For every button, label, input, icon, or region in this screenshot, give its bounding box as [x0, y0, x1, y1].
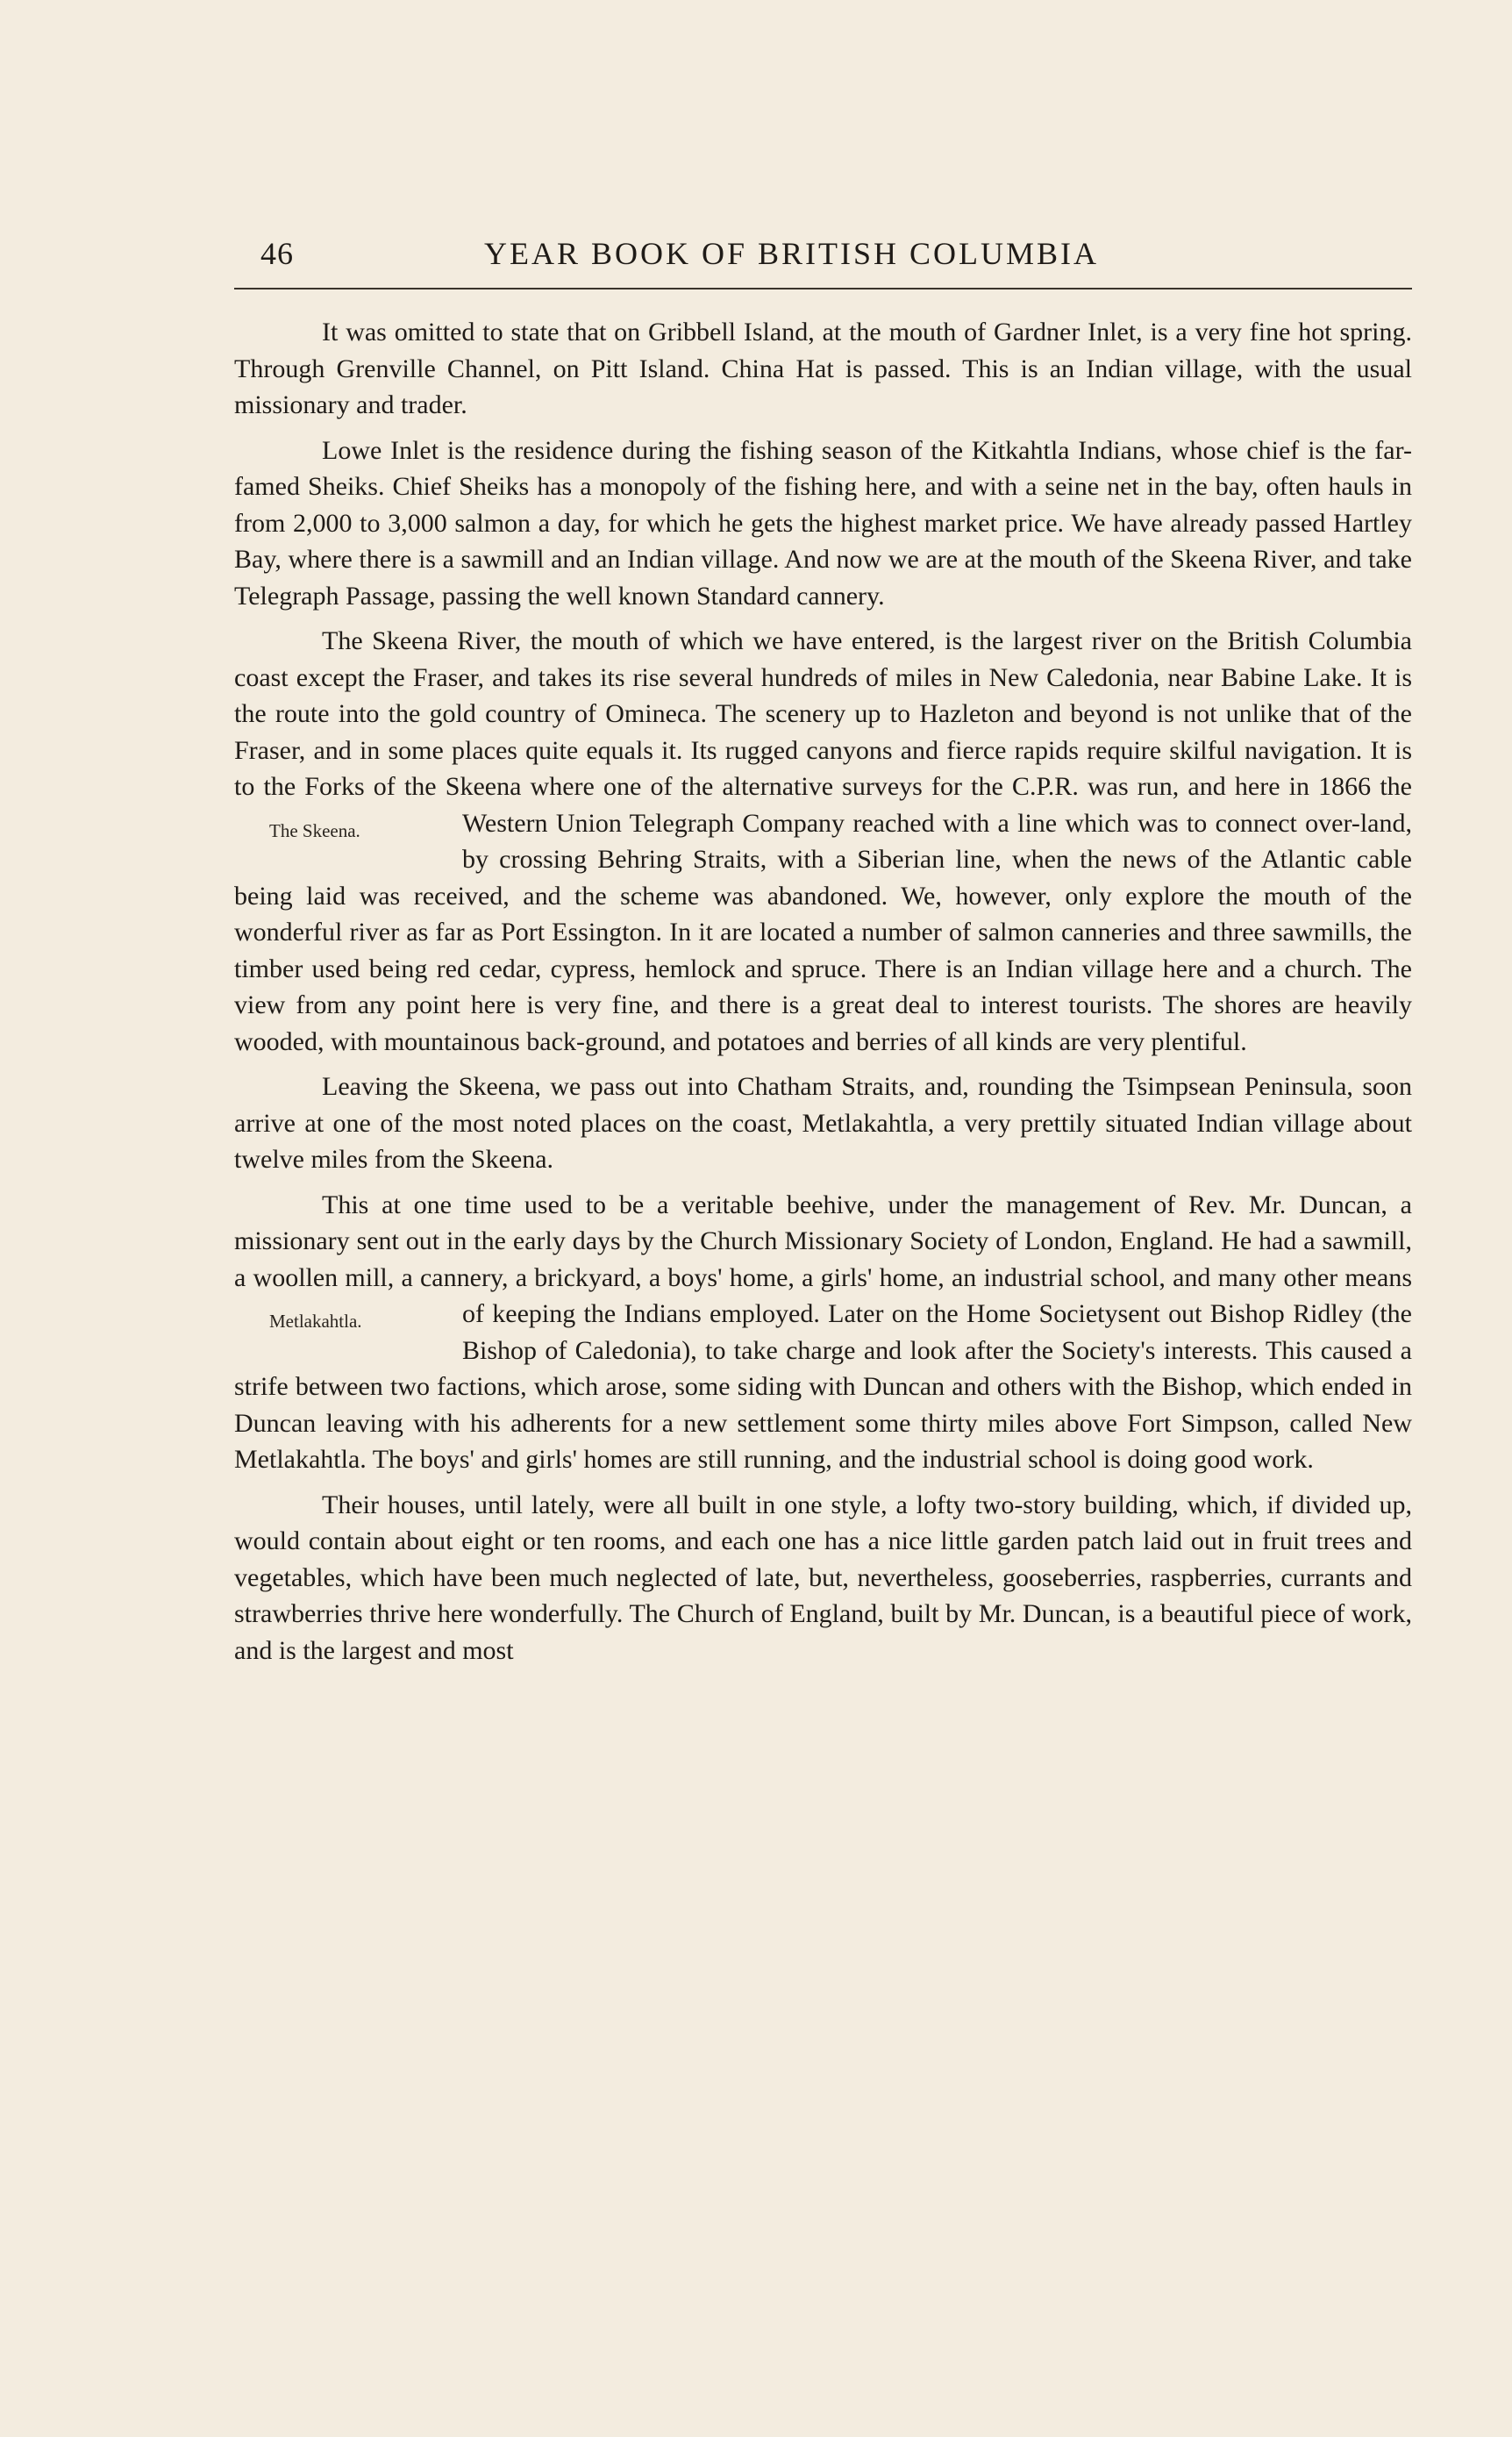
- paragraph-beehive-part-2: sent out Bishop Ridley (the Bishop of Caledonia), to take charge and look after the Society's interests. This caused a strife between two factions, which arose, some siding with Duncan and others with the Bishop, which ended in Duncan leaving with his adherents for a new settlement some thirty miles above Fort Simpson, called New Metlakahtla. The boys' and girls' homes are still running, and the industrial school is doing good work.: [234, 1299, 1412, 1474]
- paragraph-skeena-river-part-1: The Skeena River, the mouth of which we have entered, is the largest river on the British Columbia coast except the Fraser, and takes its rise several hundreds of miles in New Caledonia, near Babine Lake. It is the route into the gold country of Omineca. The scenery up to Hazleton and beyond is not unlike that of the Fraser, and in some places quite equals it. Its rugged canyons and fierce rapids require skilful navigation. It is to the Forks of the Skeena where one of the alternative surveys for the C.P.R. was run, and here in 1866 the Western Union Telegraph Company reached with a line which was to connect over-: [234, 626, 1412, 838]
- sidenote-the-skeena: [234, 805, 445, 874]
- paragraph-beehive: [234, 1187, 1412, 1478]
- paragraph-skeena-river-part-2: land, by crossing Behring Straits, with a Siberian line, when the news of the Atlantic cable being laid was received, and the scheme was abandoned. We, however, only explore the mouth of the wonderful river as far as Port Essington. In it are located a number of salmon canneries and three sawmills, the timber used being red cedar, cypress, hemlock and spruce. There is an Indian village here and a church. The view from any point here is very fine, and there is a great deal to interest tourists. The shores are heavily wooded, with mountainous back-ground, and potatoes and berries of all kinds are very plentiful.: [234, 808, 1412, 1056]
- sidenote-metlakahtla-text: Metlakahtla.: [269, 1311, 362, 1332]
- paragraph-lowe-inlet: Lowe Inlet is the residence during the fishing season of the Kitkahtla Indians, whose chief is the far-famed Sheiks. Chief Sheiks has a monopoly of the fishing here, and with a seine net in the bay, often hauls in from 2,000 to 3,000 salmon a day, for which he gets the highest market price. We have already passed Hartley Bay, where there is a sawmill and an Indian village. And now we are at the mouth of the Skeena River, and take Telegraph Passage, passing the well known Standard cannery.: [234, 435, 1412, 611]
- page-header: [234, 235, 1412, 279]
- header-rule: [234, 288, 1412, 289]
- running-title: YEAR BOOK OF BRITISH COLUMBIA: [484, 236, 1100, 271]
- sidenote-the-skeena-text: The Skeena.: [269, 819, 360, 841]
- paragraph-leaving-skeena: Leaving the Skeena, we pass out into Chatham Straits, and, rounding the Tsimpsean Peninsula, soon arrive at one of the most noted places on the coast, Metlakahtla, a very prettily situated Indian village about twelve miles from the Skeena.: [234, 1072, 1412, 1174]
- paragraph-houses: Their houses, until lately, were all built in one style, a lofty two-story building, which, if divided up, would contain about eight or ten rooms, and each one has a nice little garden patch laid out in fruit trees and vegetables, which have been much neglected of late, but, nevertheless, gooseberries, raspberries, currants and strawberries thrive here wonderfully. The Church of England, built by Mr. Duncan, is a beautiful piece of work, and is the largest and most: [234, 1490, 1412, 1665]
- paragraph-skeena-river: [234, 623, 1412, 1060]
- body-text: [234, 314, 1412, 1677]
- page-number: 46: [260, 236, 294, 271]
- sidenote-metlakahtla: [234, 1296, 445, 1364]
- paragraph-beehive-part-1: This at one time used to be a veritable beehive, under the management of Rev. Mr. Duncan, a missionary sent out in the early days by the Church Missionary Society of London, England. He had a sawmill, a woollen mill, a cannery, a brickyard, a boys' home, a girls' home, an industrial school, and many other means of keeping the Indians employed. Later on the Home Society: [234, 1190, 1412, 1328]
- paragraph-gribbell-island: It was omitted to state that on Gribbell Island, at the mouth of Gardner Inlet, is a very fine hot spring. Through Grenville Channel, on Pitt Island. China Hat is passed. This is an Indian village, with the usual missionary and trader.: [234, 318, 1412, 419]
